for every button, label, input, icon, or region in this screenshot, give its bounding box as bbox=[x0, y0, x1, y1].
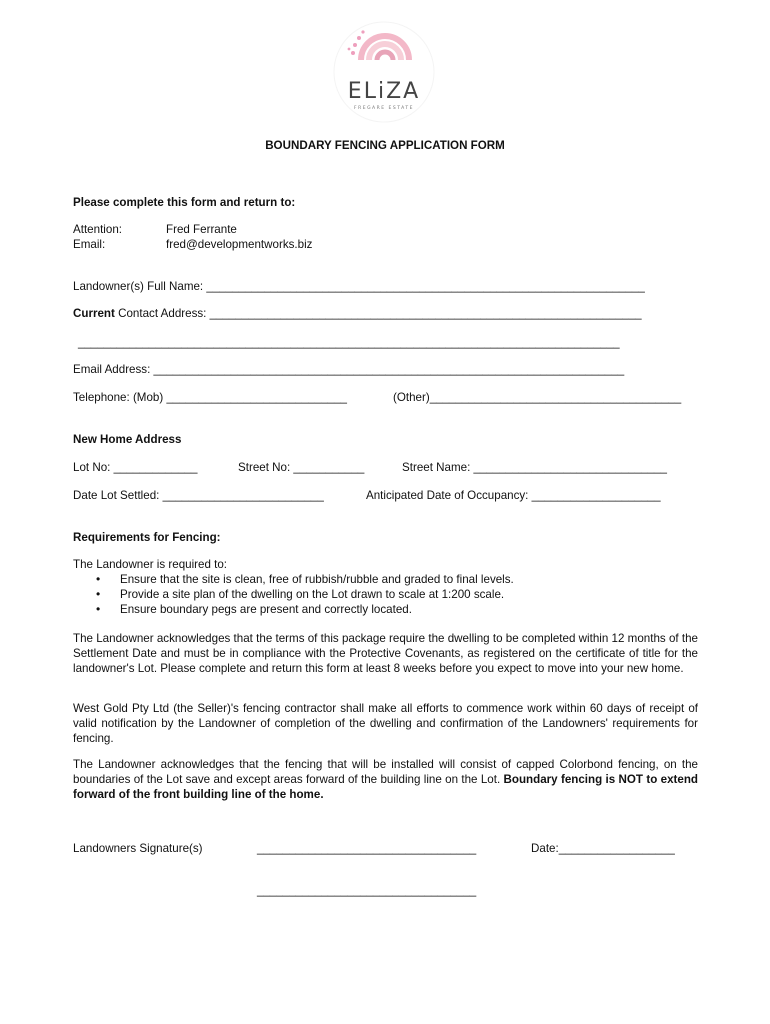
requirements-list bbox=[96, 572, 514, 617]
email-label: Email: bbox=[73, 238, 106, 251]
signature-label: Landowners Signature(s) bbox=[73, 842, 203, 855]
return-heading: Please complete this form and return to: bbox=[73, 196, 296, 209]
date-field[interactable]: Date:__________________ bbox=[531, 842, 675, 855]
street-name-field[interactable]: Street Name: ______________________________ bbox=[402, 461, 667, 474]
attention-value: Fred Ferrante bbox=[166, 223, 237, 236]
signature-line-1[interactable]: __________________________________ bbox=[257, 842, 477, 855]
current-bold-label: Current bbox=[73, 307, 115, 320]
current-address-field[interactable] bbox=[73, 307, 642, 320]
landowner-name-field[interactable]: Landowner(s) Full Name: ____________________________________________________________________ bbox=[73, 280, 645, 293]
telephone-other-field[interactable]: (Other)_______________________________________ bbox=[393, 391, 682, 404]
requirement-item: • Ensure boundary pegs are present and correctly located. bbox=[96, 602, 514, 617]
completion-paragraph: The Landowner acknowledges that the terms of this package require the dwelling to be completed within 12 months of the Settlement Date and must be in compliance with the Protective Covenants, as registered on the certificate of title for the landowner's Lot. Please complete and return this form at least 8 weeks before you expect to move into your new home. bbox=[73, 632, 698, 675]
colorbond-text: The Landowner acknowledges that the fencing that will be installed will consist of capped Colorbond fencing, on the boundaries of the Lot save and except areas forward of the building line on the Lot. bbox=[73, 758, 698, 786]
date-lot-settled-field[interactable]: Date Lot Settled: _________________________ bbox=[73, 489, 324, 502]
contractor-paragraph: West Gold Pty Ltd (the Seller)'s fencing contractor shall make all efforts to commence work within 60 days of receipt of valid notification by the Landowner of completion of the dwelling and confirmation of the Landowners' requirements for fencing. bbox=[73, 702, 698, 745]
requirement-item: • Ensure that the site is clean, free of rubbish/rubble and graded to final levels. bbox=[96, 572, 514, 587]
address-line-2-field[interactable]: ____________________________________________________________________________________ bbox=[78, 336, 620, 349]
email-address-field[interactable]: Email Address: _________________________________________________________________________ bbox=[73, 363, 625, 376]
occupancy-date-field[interactable]: Anticipated Date of Occupancy: ____________________ bbox=[366, 489, 661, 502]
new-home-heading: New Home Address bbox=[73, 433, 182, 446]
logo-tagline: FREGARE ESTATE bbox=[354, 106, 414, 111]
attention-label: Attention: bbox=[73, 223, 122, 236]
email-value: fred@developmentworks.biz bbox=[166, 238, 313, 251]
boundary-warning: Boundary fencing is NOT to extend forward of the front building line of the home. bbox=[73, 773, 698, 801]
current-address-rest: Contact Address: ___________________________________________________________________ bbox=[114, 307, 642, 320]
requirement-item: • Provide a site plan of the dwelling on the Lot drawn to scale at 1:200 scale. bbox=[96, 587, 514, 602]
street-no-field[interactable]: Street No: ___________ bbox=[238, 461, 365, 474]
signature-line-2[interactable]: __________________________________ bbox=[257, 884, 477, 897]
colorbond-paragraph bbox=[73, 757, 698, 802]
logo-graphic bbox=[325, 20, 443, 128]
estate-logo bbox=[325, 20, 443, 128]
requirements-heading: Requirements for Fencing: bbox=[73, 531, 221, 544]
telephone-mob-field[interactable]: Telephone: (Mob) ____________________________ bbox=[73, 391, 347, 404]
logo-name: ELiZA bbox=[347, 79, 421, 104]
lot-no-field[interactable]: Lot No: _____________ bbox=[73, 461, 198, 474]
requirements-intro: The Landowner is required to: bbox=[73, 558, 228, 571]
form-title: BOUNDARY FENCING APPLICATION FORM bbox=[265, 139, 505, 152]
